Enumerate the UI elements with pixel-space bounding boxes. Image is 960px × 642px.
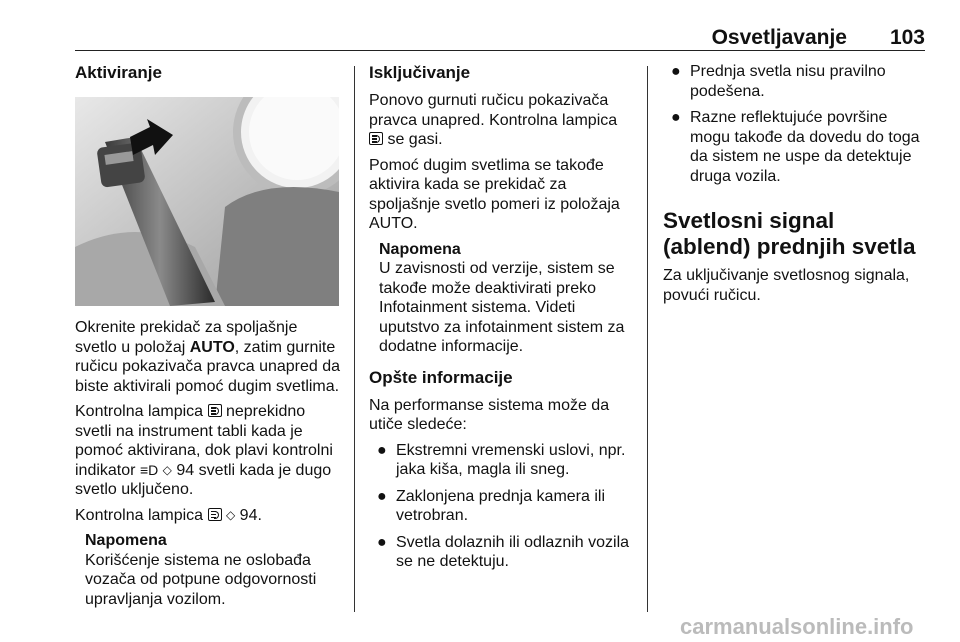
- column-2: [369, 62, 635, 579]
- page-title: Osvetljavanje: [711, 26, 847, 49]
- column-divider-2: [647, 66, 648, 612]
- list-item: ● Svetla dolaznih ili odlaznih vozila se ne detektuju.: [377, 533, 630, 570]
- paragraph-3: Kontrolna lampica ◇ 94.: [75, 506, 262, 524]
- heading-svetlosni-signal: Svetlosni signal (ablend) prednjih svetla: [663, 208, 916, 259]
- paragraph-6: Na performanse sistema može da utiče sledeće:: [369, 396, 610, 433]
- watermark: carmanualsonline.info: [680, 614, 914, 639]
- paragraph-5: Pomoć dugim svetlima se takođe aktivira kada se prekidač za spoljašnje svetlo pomeri iz položaja AUTO.: [369, 156, 620, 232]
- bullet-list-1: [369, 441, 635, 572]
- paragraph-7: Za uključivanje svetlosnog signala, povući ručicu.: [663, 267, 910, 304]
- bullet-icon: ●: [671, 109, 681, 126]
- high-beam-indicator-icon: ≡D: [139, 461, 159, 478]
- list-item: ● Razne reflektujuće površine mogu takođe da dovedu do toga da sistem ne uspe da detektuje druga vozila.: [671, 109, 920, 185]
- high-beam-assist-icon: [369, 132, 383, 145]
- heading-iskljucivanje: Isključivanje: [369, 63, 471, 82]
- bullet-icon: ●: [377, 533, 387, 551]
- page-header: [75, 26, 925, 50]
- bullet-icon: ●: [671, 63, 681, 80]
- reference-arrow-icon: ◇: [225, 507, 236, 522]
- high-beam-assist-icon: [208, 404, 222, 417]
- paragraph-4: Ponovo gurnuti ručicu pokazivača pravca unapred. Kontrolna lampica se gasi.: [369, 92, 618, 148]
- heading-aktiviranje: Aktiviranje: [75, 63, 162, 82]
- note-1: [85, 531, 341, 609]
- column-divider-1: [354, 66, 355, 612]
- heading-opste-informacije: Opšte informacije: [369, 367, 513, 387]
- list-item: ● Prednja svetla nisu pravilno podešena.: [671, 63, 886, 100]
- high-beam-assist-icon: [208, 508, 222, 521]
- bullet-icon: ●: [377, 441, 387, 459]
- reference-arrow-icon: ◇: [162, 462, 172, 477]
- header-divider: [75, 50, 925, 51]
- note-text: Korišćenje sistema ne oslobađa vozača od potpune odgovornosti upravljanja vozilom.: [85, 551, 317, 608]
- note-2: [379, 240, 635, 357]
- stalk-photo: [75, 97, 339, 306]
- list-item: ● Zaklonjena prednja kamera ili vetrobran.: [377, 487, 605, 524]
- paragraph-1: Okrenite prekidač za spoljašnje svetlo u položaj AUTO, zatim gurnite ručicu pokazivača pravca unapred da biste aktivirali pomoć dugim svetlima.: [75, 319, 341, 395]
- bullet-list-2: [663, 62, 925, 186]
- note-heading: Napomena: [379, 240, 461, 258]
- column-1-text: [75, 318, 341, 615]
- list-item: ● Ekstremni vremenski uslovi, npr. jaka kiša, magla ili sneg.: [377, 441, 626, 478]
- column-3: [663, 62, 925, 311]
- note-heading: Napomena: [85, 532, 167, 549]
- note-text: U zavisnosti od verzije, sistem se takođe može deaktivirati preko Infotainment sistema. Videti uputstvo za infotainment sistem za dodatne informacije.: [379, 260, 625, 355]
- page-number: 103: [889, 26, 925, 49]
- bullet-icon: ●: [377, 487, 387, 505]
- paragraph-2: Kontrolna lampica neprekidno svetli na instrument tabli kada je pomoć aktivirana, dok plavi kontrolni indikator ≡D ◇ 94 svetli kada je dugo svetlo uključeno.: [75, 403, 333, 498]
- column-1: [75, 62, 341, 91]
